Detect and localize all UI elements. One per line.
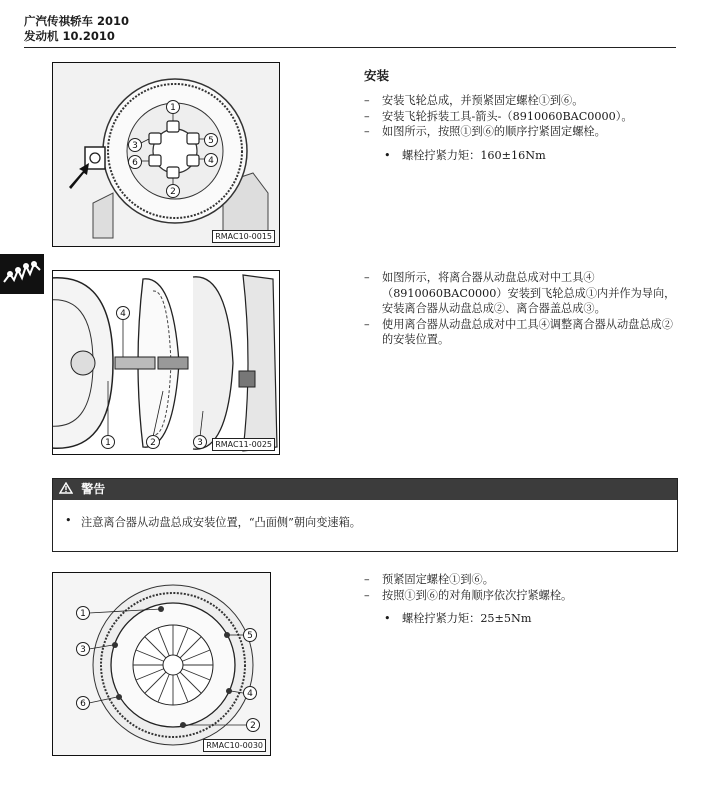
tighten-steps-block (364, 572, 684, 627)
figure-label: RMAC11-0025 (212, 438, 275, 451)
bullet-marker: • (65, 514, 72, 527)
fig1-callout-2: 2 (170, 187, 176, 197)
fig2-callout-3: 3 (197, 438, 203, 448)
warning-text: 注意离合器从动盘总成安装位置，“凸面侧”朝向变速箱。 (81, 516, 361, 529)
torque-spec: • 螺栓拧紧力矩：25±5Nm (364, 611, 684, 627)
fig1-callout-5: 5 (208, 136, 214, 146)
fig1-callout-6: 6 (132, 158, 138, 168)
page-header (24, 14, 129, 44)
fig1-callout-4: 4 (208, 156, 214, 166)
torque-spec: • 螺栓拧紧力矩：160±16Nm (364, 148, 684, 164)
fig3-callout-2: 2 (250, 721, 256, 731)
fig3-callout-1: 1 (80, 609, 86, 619)
header-divider (24, 47, 676, 48)
fig1-callout-1: 1 (170, 103, 176, 113)
fig3-callout-6: 6 (80, 699, 86, 709)
engine-crankshaft-icon (0, 254, 44, 294)
header-line-1: 广汽传祺轿车 2010 (24, 14, 130, 28)
step-item: – 如图所示，将离合器从动盘总成对中工具④（8910060BAC0000）安装到飞轮总成①内并作为导向，安装离合器从动盘总成②、离合器盖总成③。 (364, 270, 684, 317)
step-item: – 安装飞轮拆装工具-箭头-（8910060BAC0000）。 (364, 109, 684, 125)
step-item: – 如图所示，按照①到⑥的顺序拧紧固定螺栓。 (364, 124, 684, 140)
step-item: – 使用离合器从动盘总成对中工具④调整离合器从动盘总成②的安装位置。 (364, 317, 684, 348)
fig2-callout-4: 4 (120, 309, 126, 319)
fig3-callout-3: 3 (80, 645, 86, 655)
fig2-callout-1: 1 (105, 438, 111, 448)
fig3-callout-4: 4 (247, 689, 253, 699)
warning-body (53, 500, 677, 530)
warning-box (52, 478, 678, 552)
figure-pressure-plate (52, 572, 271, 756)
warning-title: 警告 (81, 482, 106, 496)
install-steps-block (364, 93, 684, 163)
figure-label: RMAC10-0030 (203, 739, 266, 752)
step-item: – 按照①到⑥的对角顺序依次拧紧螺栓。 (364, 588, 684, 604)
fig1-callout-3: 3 (132, 141, 138, 151)
step-item: – 安装飞轮总成，并预紧固定螺栓①到⑥。 (364, 93, 684, 109)
header-line-2: 发动机 10.2010 (24, 29, 115, 43)
warning-header (53, 479, 677, 500)
figure-clutch-assembly (52, 270, 280, 455)
step-item: – 预紧固定螺栓①到⑥。 (364, 572, 684, 588)
section-title-install: 安装 (364, 68, 390, 83)
fig2-callout-2: 2 (150, 438, 156, 448)
clutch-steps-block (364, 270, 684, 348)
figure-flywheel (52, 62, 280, 247)
figure-label: RMAC10-0015 (212, 230, 275, 243)
warning-triangle-icon (59, 482, 73, 494)
fig3-callout-5: 5 (247, 631, 253, 641)
